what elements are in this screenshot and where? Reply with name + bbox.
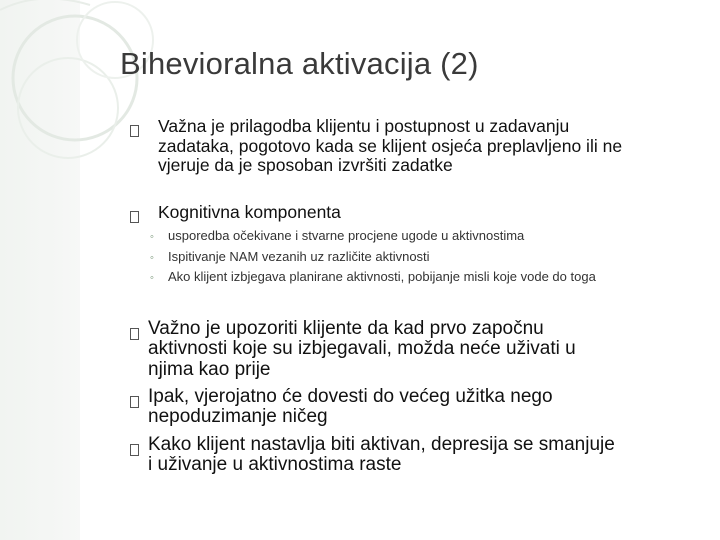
bullet-box-icon	[130, 328, 139, 340]
bullet-line: Ipak, vjerojatno će dovesti do većeg užitka nego	[148, 386, 553, 407]
bullet-line: Važna je prilagodba klijentu i postupnost u zadavanju	[158, 116, 570, 136]
circle-bullet-icon: ◦	[150, 231, 154, 243]
bullet-line: aktivnosti koje su izbjegavali, možda neće uživati u	[148, 338, 576, 360]
bullet-box-icon	[130, 125, 139, 137]
sub-bullet-text: Ako klijent izbjegava planirane aktivnosti, pobijanje misli koje vode do toga	[168, 269, 596, 284]
slide-title: Bihevioralna aktivacija (2)	[120, 46, 479, 81]
sub-bullet-item	[150, 249, 430, 264]
sub-bullet-text: Ispitivanje NAM vezanih uz različite aktivnosti	[168, 249, 430, 264]
bullet-box-icon	[130, 211, 139, 223]
bullet-line: nepoduzimanje ničeg	[148, 406, 328, 428]
bullet-box-icon	[130, 396, 139, 408]
sub-bullet-item	[150, 228, 524, 243]
bullet-line: Važno je upozoriti klijente da kad prvo započnu	[148, 318, 544, 339]
bullet-line: i uživanje u aktivnostima raste	[148, 454, 402, 476]
circle-bullet-icon: ◦	[150, 252, 154, 264]
sub-bullet-text: usporedba očekivane i stvarne procjene ugode u aktivnostima	[168, 228, 525, 243]
bullet-box-icon	[130, 444, 139, 456]
sub-bullet-item	[150, 269, 596, 284]
bullet-line: njima kao prije	[148, 358, 271, 380]
bullet-line: Kognitivna komponenta	[158, 202, 341, 222]
circle-bullet-icon: ◦	[150, 272, 154, 284]
bullet-line: Kako klijent nastavlja biti aktivan, depresija se smanjuje	[148, 434, 615, 455]
bullet-line: vjeruje da je sposoban izvršiti zadatke	[158, 155, 453, 176]
bullet-line: zadataka, pogotovo kada se klijent osjeća preplavljeno ili ne	[158, 135, 623, 156]
